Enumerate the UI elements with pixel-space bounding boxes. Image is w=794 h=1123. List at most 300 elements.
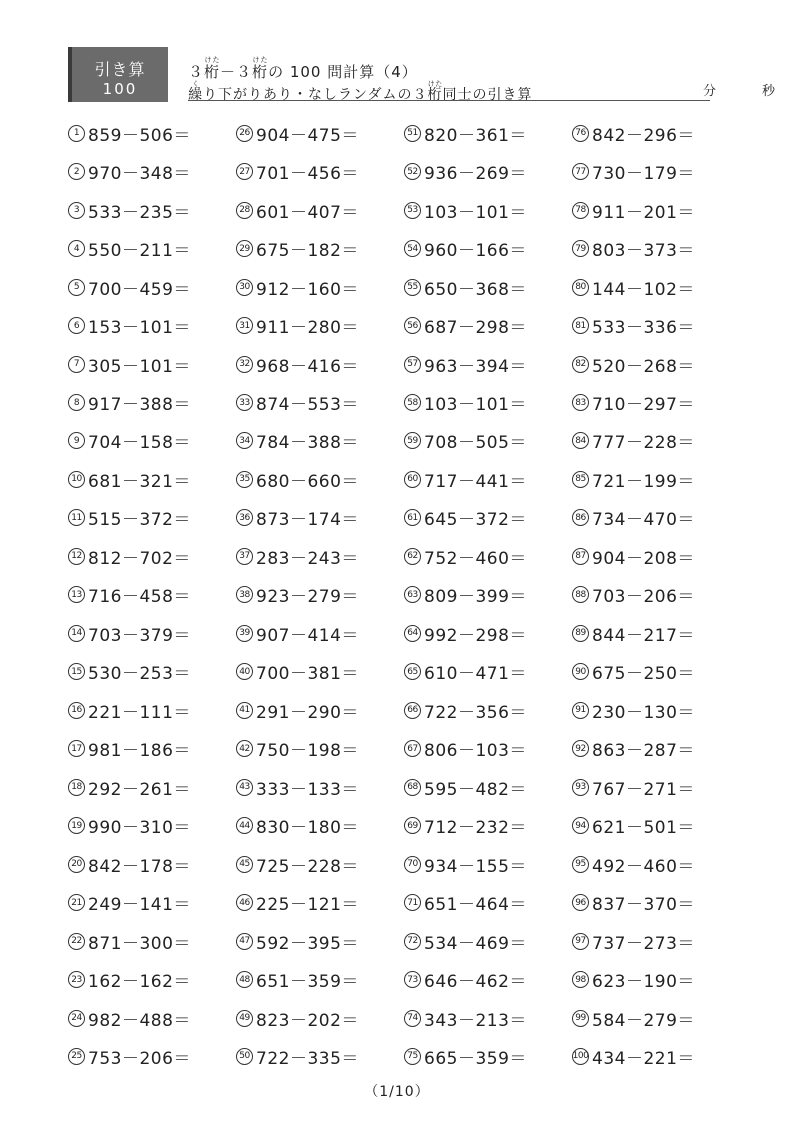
problem-expression: 103－101＝ — [424, 202, 527, 223]
problem-number-circle: 38 — [236, 586, 253, 603]
problem-item — [68, 537, 236, 575]
problem-item — [404, 422, 572, 460]
problem-item — [236, 883, 404, 921]
furigana: けた — [204, 56, 221, 64]
problem-expression: 874－553＝ — [256, 395, 359, 416]
problem-expression: 842－178＝ — [88, 856, 191, 877]
problem-number-circle: 49 — [236, 1010, 253, 1027]
problem-item — [236, 730, 404, 768]
problem-expression: 621－501＝ — [592, 818, 695, 839]
problem-number-circle: 40 — [236, 663, 253, 680]
problem-item — [572, 768, 740, 806]
problem-item — [68, 653, 236, 691]
problem-item — [572, 883, 740, 921]
problem-item — [572, 383, 740, 421]
problem-number-circle: 1 — [68, 125, 85, 142]
problem-item — [572, 922, 740, 960]
problem-item — [404, 653, 572, 691]
problem-item — [68, 576, 236, 614]
problem-expression: 610－471＝ — [424, 664, 527, 685]
problem-number-circle: 97 — [572, 933, 589, 950]
problem-expression: 710－297＝ — [592, 395, 695, 416]
problem-expression: 343－213＝ — [424, 1010, 527, 1031]
problem-expression: 725－228＝ — [256, 856, 359, 877]
problem-item — [404, 768, 572, 806]
problem-number-circle: 36 — [236, 509, 253, 526]
problem-number-circle: 39 — [236, 625, 253, 642]
problem-number-circle: 89 — [572, 625, 589, 642]
problem-item — [236, 845, 404, 883]
problem-item — [572, 999, 740, 1037]
problem-number-circle: 87 — [572, 548, 589, 565]
problem-number-circle: 47 — [236, 933, 253, 950]
problem-item — [572, 422, 740, 460]
problem-number-circle: 42 — [236, 740, 253, 757]
problem-number-circle: 55 — [404, 279, 421, 296]
problem-expression: 981－186＝ — [88, 741, 191, 762]
problem-number-circle: 12 — [68, 548, 85, 565]
title-part: の 100 問計算（4） — [268, 63, 418, 81]
problem-item — [404, 730, 572, 768]
problem-item — [404, 806, 572, 844]
problem-number-circle: 11 — [68, 509, 85, 526]
problem-expression: 923－279＝ — [256, 587, 359, 608]
problem-expression: 162－162＝ — [88, 972, 191, 993]
problem-number-circle: 91 — [572, 702, 589, 719]
problem-number-circle: 41 — [236, 702, 253, 719]
problem-number-circle: 68 — [404, 779, 421, 796]
problem-expression: 153－101＝ — [88, 318, 191, 339]
problem-item — [68, 499, 236, 537]
problem-number-circle: 15 — [68, 663, 85, 680]
problem-expression: 646－462＝ — [424, 972, 527, 993]
problem-expression: 601－407＝ — [256, 202, 359, 223]
problem-item — [572, 653, 740, 691]
problem-expression: 820－361＝ — [424, 125, 527, 146]
problem-number-circle: 28 — [236, 202, 253, 219]
problem-expression: 645－372＝ — [424, 510, 527, 531]
problem-expression: 675－250＝ — [592, 664, 695, 685]
problem-item — [236, 922, 404, 960]
problem-expression: 777－228＝ — [592, 433, 695, 454]
problem-expression: 844－217＝ — [592, 625, 695, 646]
problem-item — [68, 960, 236, 998]
problem-expression: 434－221＝ — [592, 1048, 695, 1069]
problem-item — [572, 460, 740, 498]
problem-number-circle: 63 — [404, 586, 421, 603]
furigana: く — [188, 80, 203, 88]
problem-item — [68, 883, 236, 921]
problem-expression: 703－379＝ — [88, 625, 191, 646]
problem-expression: 990－310＝ — [88, 818, 191, 839]
problem-item — [236, 268, 404, 306]
problem-expression: 907－414＝ — [256, 625, 359, 646]
problem-item — [404, 229, 572, 267]
problem-expression: 717－441＝ — [424, 471, 527, 492]
problem-item — [68, 806, 236, 844]
problem-number-circle: 76 — [572, 125, 589, 142]
subtitle-kanji: 繰 — [188, 87, 203, 103]
problem-number-circle: 19 — [68, 817, 85, 834]
problem-item — [236, 576, 404, 614]
problem-number-circle: 45 — [236, 856, 253, 873]
title-kanji: 桁 — [252, 63, 269, 81]
problem-item — [404, 460, 572, 498]
problem-expression: 803－373＝ — [592, 241, 695, 262]
problem-expression: 701－456＝ — [256, 164, 359, 185]
problem-number-circle: 72 — [404, 933, 421, 950]
problem-item — [404, 537, 572, 575]
problem-expression: 700－459＝ — [88, 279, 191, 300]
problem-item — [236, 768, 404, 806]
problem-expression: 842－296＝ — [592, 125, 695, 146]
problem-number-circle: 9 — [68, 432, 85, 449]
problem-item — [404, 268, 572, 306]
problem-number-circle: 92 — [572, 740, 589, 757]
problem-number-circle: 54 — [404, 240, 421, 257]
problem-number-circle: 69 — [404, 817, 421, 834]
problem-expression: 904－475＝ — [256, 125, 359, 146]
problem-expression: 809－399＝ — [424, 587, 527, 608]
problem-number-circle: 34 — [236, 432, 253, 449]
problem-item — [404, 960, 572, 998]
problem-item — [236, 1037, 404, 1075]
problem-item — [68, 614, 236, 652]
problem-expression: 230－130＝ — [592, 702, 695, 723]
problem-number-circle: 83 — [572, 394, 589, 411]
problem-item — [404, 383, 572, 421]
problem-expression: 492－460＝ — [592, 856, 695, 877]
problem-number-circle: 29 — [236, 240, 253, 257]
problem-grid — [68, 114, 718, 1076]
problem-expression: 721－199＝ — [592, 471, 695, 492]
problem-item — [236, 537, 404, 575]
problem-number-circle: 20 — [68, 856, 85, 873]
problem-expression: 784－388＝ — [256, 433, 359, 454]
subtitle-part: 同士の引き算 — [442, 87, 533, 103]
problem-expression: 550－211＝ — [88, 241, 191, 262]
problem-item — [572, 845, 740, 883]
problem-expression: 904－208＝ — [592, 548, 695, 569]
problem-number-circle: 57 — [404, 356, 421, 373]
problem-expression: 592－395＝ — [256, 933, 359, 954]
problem-expression: 963－394＝ — [424, 356, 527, 377]
problem-item — [236, 653, 404, 691]
problem-number-circle: 58 — [404, 394, 421, 411]
problem-number-circle: 27 — [236, 163, 253, 180]
problem-expression: 144－102＝ — [592, 279, 695, 300]
problem-item — [68, 191, 236, 229]
problem-item — [572, 614, 740, 652]
problem-expression: 283－243＝ — [256, 548, 359, 569]
problem-item — [68, 922, 236, 960]
problem-expression: 970－348＝ — [88, 164, 191, 185]
problem-expression: 812－702＝ — [88, 548, 191, 569]
problem-item — [572, 730, 740, 768]
minutes-label: 分 — [703, 84, 717, 99]
problem-item — [404, 999, 572, 1037]
problem-expression: 700－381＝ — [256, 664, 359, 685]
problem-number-circle: 48 — [236, 971, 253, 988]
problem-number-circle: 73 — [404, 971, 421, 988]
problem-expression: 837－370＝ — [592, 895, 695, 916]
title-part: ３ — [188, 63, 205, 81]
problem-expression: 737－273＝ — [592, 933, 695, 954]
problem-expression: 650－368＝ — [424, 279, 527, 300]
problem-number-circle: 5 — [68, 279, 85, 296]
problem-number-circle: 70 — [404, 856, 421, 873]
page-title — [188, 56, 418, 82]
problem-item — [572, 537, 740, 575]
problem-item — [68, 691, 236, 729]
problem-expression: 722－356＝ — [424, 702, 527, 723]
problem-number-circle: 93 — [572, 779, 589, 796]
problem-item — [68, 1037, 236, 1075]
badge-count-label: 100 — [102, 80, 138, 98]
problem-number-circle: 64 — [404, 625, 421, 642]
problem-item — [68, 114, 236, 152]
problem-number-circle: 62 — [404, 548, 421, 565]
problem-expression: 911－280＝ — [256, 318, 359, 339]
problem-number-circle: 84 — [572, 432, 589, 449]
problem-item — [572, 960, 740, 998]
problem-number-circle: 7 — [68, 356, 85, 373]
problem-item — [236, 806, 404, 844]
problem-number-circle: 80 — [572, 279, 589, 296]
problem-number-circle: 37 — [236, 548, 253, 565]
problem-number-circle: 77 — [572, 163, 589, 180]
problem-item — [572, 152, 740, 190]
problem-expression: 917－388＝ — [88, 395, 191, 416]
problem-expression: 651－359＝ — [256, 972, 359, 993]
problem-number-circle: 14 — [68, 625, 85, 642]
problem-expression: 675－182＝ — [256, 241, 359, 262]
problem-number-circle: 90 — [572, 663, 589, 680]
problem-item — [236, 691, 404, 729]
problem-expression: 520－268＝ — [592, 356, 695, 377]
problem-number-circle: 61 — [404, 509, 421, 526]
problem-expression: 333－133＝ — [256, 779, 359, 800]
furigana: けた — [252, 56, 269, 64]
problem-expression: 651－464＝ — [424, 895, 527, 916]
problem-item — [236, 306, 404, 344]
problem-item — [572, 576, 740, 614]
page-number: （1/10） — [364, 1084, 430, 1100]
problem-item — [404, 1037, 572, 1075]
problem-item — [68, 422, 236, 460]
problem-number-circle: 33 — [236, 394, 253, 411]
problem-expression: 823－202＝ — [256, 1010, 359, 1031]
problem-number-circle: 18 — [68, 779, 85, 796]
problem-expression: 992－298＝ — [424, 625, 527, 646]
problem-expression: 249－141＝ — [88, 895, 191, 916]
problem-item — [404, 152, 572, 190]
problem-number-circle: 25 — [68, 1048, 85, 1065]
problem-number-circle: 44 — [236, 817, 253, 834]
problem-number-circle: 71 — [404, 894, 421, 911]
problem-expression: 103－101＝ — [424, 395, 527, 416]
problem-item — [68, 383, 236, 421]
problem-item — [404, 845, 572, 883]
problem-item — [236, 422, 404, 460]
problem-expression: 753－206＝ — [88, 1048, 191, 1069]
problem-number-circle: 24 — [68, 1010, 85, 1027]
problem-expression: 968－416＝ — [256, 356, 359, 377]
problem-number-circle: 85 — [572, 471, 589, 488]
title-kanji: 桁 — [204, 63, 221, 81]
problem-item — [236, 614, 404, 652]
problem-number-circle: 96 — [572, 894, 589, 911]
category-badge — [68, 47, 168, 102]
problem-number-circle: 60 — [404, 471, 421, 488]
problem-item — [404, 114, 572, 152]
problem-number-circle: 98 — [572, 971, 589, 988]
problem-number-circle: 78 — [572, 202, 589, 219]
problem-number-circle: 46 — [236, 894, 253, 911]
problem-number-circle: 50 — [236, 1048, 253, 1065]
problem-item — [236, 960, 404, 998]
problem-expression: 292－261＝ — [88, 779, 191, 800]
problem-expression: 704－158＝ — [88, 433, 191, 454]
problem-number-circle: 35 — [236, 471, 253, 488]
problem-item — [68, 152, 236, 190]
problem-item — [68, 460, 236, 498]
problem-item — [404, 883, 572, 921]
problem-item — [572, 191, 740, 229]
seconds-label: 秒 — [762, 84, 776, 99]
problem-number-circle: 23 — [68, 971, 85, 988]
problem-expression: 871－300＝ — [88, 933, 191, 954]
problem-item — [236, 499, 404, 537]
problem-item — [236, 152, 404, 190]
problem-expression: 750－198＝ — [256, 741, 359, 762]
problem-number-circle: 67 — [404, 740, 421, 757]
problem-number-circle: 43 — [236, 779, 253, 796]
problem-item — [572, 114, 740, 152]
problem-expression: 623－190＝ — [592, 972, 695, 993]
problem-expression: 708－505＝ — [424, 433, 527, 454]
problem-number-circle: 52 — [404, 163, 421, 180]
problem-item — [68, 845, 236, 883]
problem-item — [572, 691, 740, 729]
problem-expression: 225－121＝ — [256, 895, 359, 916]
problem-item — [572, 806, 740, 844]
problem-expression: 752－460＝ — [424, 548, 527, 569]
problem-item — [572, 345, 740, 383]
problem-number-circle: 74 — [404, 1010, 421, 1027]
problem-item — [404, 345, 572, 383]
problem-number-circle: 81 — [572, 317, 589, 334]
problem-number-circle: 17 — [68, 740, 85, 757]
problem-expression: 305－101＝ — [88, 356, 191, 377]
problem-number-circle: 95 — [572, 856, 589, 873]
problem-number-circle: 79 — [572, 240, 589, 257]
problem-expression: 533－336＝ — [592, 318, 695, 339]
problem-expression: 982－488＝ — [88, 1010, 191, 1031]
problem-number-circle: 65 — [404, 663, 421, 680]
problem-expression: 530－253＝ — [88, 664, 191, 685]
problem-number-circle: 32 — [236, 356, 253, 373]
problem-expression: 767－271＝ — [592, 779, 695, 800]
problem-item — [68, 306, 236, 344]
problem-number-circle: 31 — [236, 317, 253, 334]
problem-number-circle: 3 — [68, 202, 85, 219]
problem-expression: 584－279＝ — [592, 1010, 695, 1031]
problem-number-circle: 99 — [572, 1010, 589, 1027]
problem-expression: 859－506＝ — [88, 125, 191, 146]
problem-item — [68, 730, 236, 768]
problem-item — [236, 345, 404, 383]
problem-expression: 722－335＝ — [256, 1048, 359, 1069]
problem-item — [236, 999, 404, 1037]
problem-expression: 730－179＝ — [592, 164, 695, 185]
badge-category-label: 引き算 — [94, 60, 146, 79]
problem-number-circle: 53 — [404, 202, 421, 219]
problem-expression: 734－470＝ — [592, 510, 695, 531]
problem-expression: 712－232＝ — [424, 818, 527, 839]
problem-expression: 665－359＝ — [424, 1048, 527, 1069]
problem-expression: 221－111＝ — [88, 702, 191, 723]
problem-item — [404, 614, 572, 652]
problem-item — [236, 114, 404, 152]
problem-number-circle: 88 — [572, 586, 589, 603]
problem-expression: 912－160＝ — [256, 279, 359, 300]
problem-number-circle: 26 — [236, 125, 253, 142]
problem-number-circle: 8 — [68, 394, 85, 411]
problem-item — [68, 999, 236, 1037]
problem-item — [404, 191, 572, 229]
problem-item — [404, 306, 572, 344]
problem-expression: 534－469＝ — [424, 933, 527, 954]
problem-expression: 680－660＝ — [256, 471, 359, 492]
problem-expression: 806－103＝ — [424, 741, 527, 762]
problem-number-circle: 30 — [236, 279, 253, 296]
problem-expression: 681－321＝ — [88, 471, 191, 492]
problem-item — [572, 306, 740, 344]
problem-expression: 687－298＝ — [424, 318, 527, 339]
problem-item — [68, 268, 236, 306]
problem-number-circle: 82 — [572, 356, 589, 373]
problem-expression: 533－235＝ — [88, 202, 191, 223]
header-rule — [188, 100, 710, 101]
problem-number-circle: 22 — [68, 933, 85, 950]
problem-item — [572, 499, 740, 537]
problem-number-circle: 10 — [68, 471, 85, 488]
problem-item — [68, 345, 236, 383]
worksheet-header — [68, 47, 776, 103]
problem-expression: 830－180＝ — [256, 818, 359, 839]
problem-number-circle: 75 — [404, 1048, 421, 1065]
problem-number-circle: 94 — [572, 817, 589, 834]
problem-number-circle: 59 — [404, 432, 421, 449]
problem-item — [236, 229, 404, 267]
problem-number-circle: 51 — [404, 125, 421, 142]
problem-expression: 291－290＝ — [256, 702, 359, 723]
problem-item — [572, 229, 740, 267]
problem-expression: 911－201＝ — [592, 202, 695, 223]
problem-expression: 960－166＝ — [424, 241, 527, 262]
problem-number-circle: 21 — [68, 894, 85, 911]
problem-number-circle: 6 — [68, 317, 85, 334]
problem-item — [404, 922, 572, 960]
problem-number-circle: 4 — [68, 240, 85, 257]
problem-number-circle: 100 — [572, 1048, 589, 1065]
subtitle-kanji: 桁 — [427, 87, 443, 103]
problem-item — [404, 576, 572, 614]
problem-expression: 716－458＝ — [88, 587, 191, 608]
title-block — [188, 47, 776, 103]
problem-expression: 873－174＝ — [256, 510, 359, 531]
